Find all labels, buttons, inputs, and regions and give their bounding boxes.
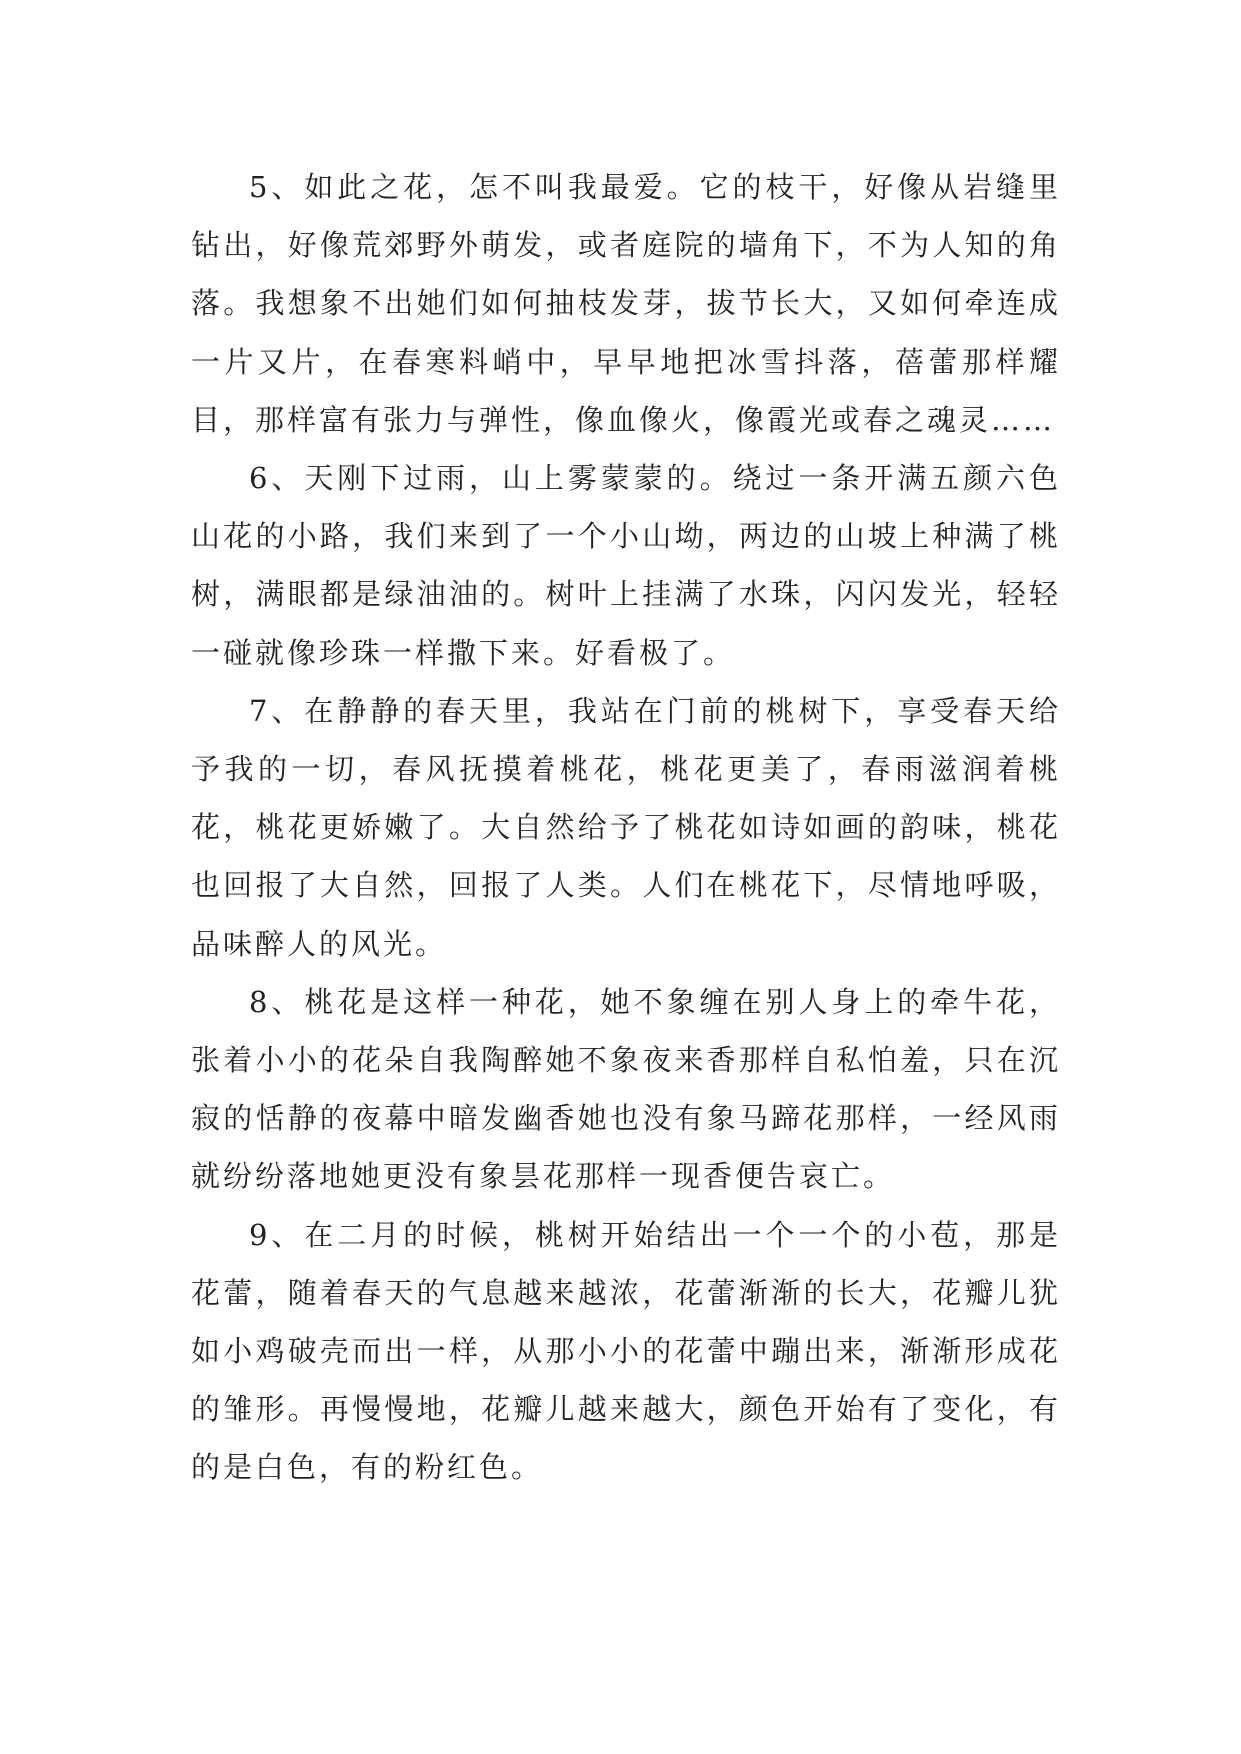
document-body xyxy=(191,158,1061,1497)
paragraph-7: 7、在静静的春天里，我站在门前的桃树下，享受春天给予我的一切，春风抚摸着桃花，桃花更美了，春雨滋润着桃花，桃花更娇嫩了。大自然给予了桃花如诗如画的韵味，桃花也回报了大自然，回报了人类。人们在桃花下，尽情地呼吸，品味醉人的风光。 xyxy=(191,693,1061,961)
paragraph-5: 5、如此之花，怎不叫我最爱。它的枝干，好像从岩缝里钻出，好像荒郊野外萌发，或者庭院的墙角下，不为人知的角落。我想象不出她们如何抽枝发芽，拔节长大，又如何牵连成一片又片，在春寒料峭中，早早地把冰雪抖落，蓓蕾那样耀目，那样富有张力与弹性，像血像火，像霞光或春之魂灵…… xyxy=(191,170,1061,437)
paragraph-6: 6、天刚下过雨，山上雾蒙蒙的。绕过一条开满五颜六色山花的小路，我们来到了一个小山坳，两边的山坡上种满了桃树，满眼都是绿油油的。树叶上挂满了水珠，闪闪发光，轻轻一碰就像珍珠一样撒下来。好看极了。 xyxy=(191,461,1061,670)
paragraph-9: 9、在二月的时候，桃树开始结出一个一个的小苞，那是花蕾，随着春天的气息越来越浓，花蕾渐渐的长大，花瓣儿犹如小鸡破壳而出一样，从那小小的花蕾中蹦出来，渐渐形成花的雏形。再慢慢地，花瓣儿越来越大，颜色开始有了变化，有的是白色，有的粉红色。 xyxy=(191,1217,1061,1485)
paragraph-8: 8、桃花是这样一种花，她不象缠在别人身上的牵牛花，张着小小的花朵自我陶醉她不象夜来香那样自私怕羞，只在沉寂的恬静的夜幕中暗发幽香她也没有象马蹄花那样，一经风雨就纷纷落地她更没有象昙花那样一现香便告哀亡。 xyxy=(191,984,1061,1194)
